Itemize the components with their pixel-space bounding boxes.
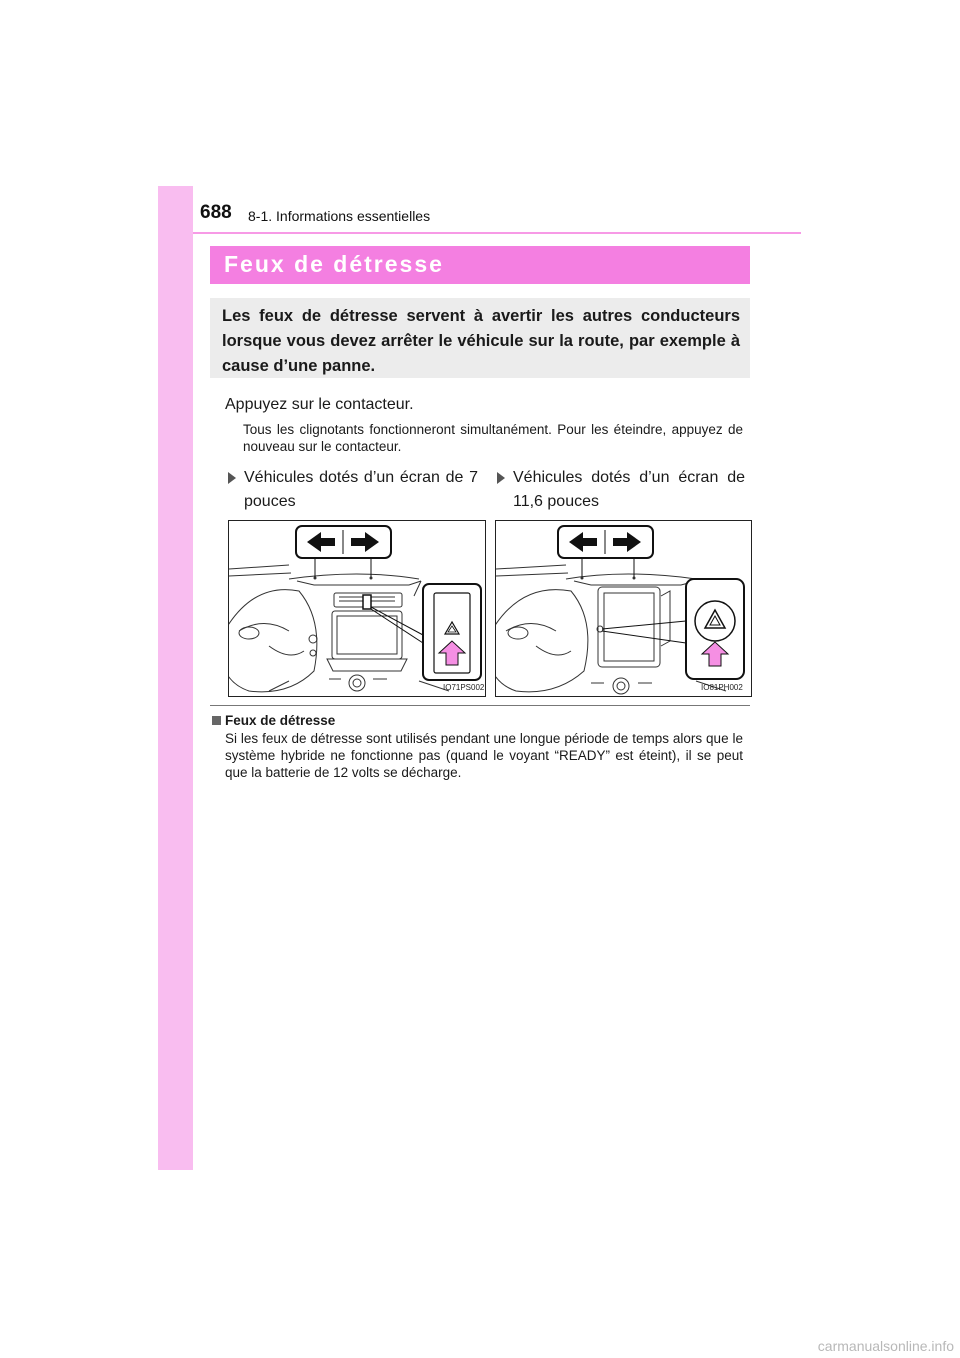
note-body: Si les feux de détresse sont utilisés pendant une longue période de temps alors que le système hybride ne fonctionne pas (quand le voyant “READY” est éteint), il se peut que la batterie de 12 volts se décharge. <box>225 731 743 780</box>
section-title-bar <box>210 246 750 284</box>
variant-11-inch <box>497 466 745 514</box>
note-heading <box>212 713 335 728</box>
figure-code-11-inch: IO81PH002 <box>701 683 743 692</box>
instruction-text: Appuyez sur le contacteur. <box>225 396 414 413</box>
instruction-detail: Tous les clignotants fonctionneront simultanément. Pour les éteindre, appuyez de nouveau sur le contacteur. <box>243 422 743 454</box>
intro-text: Les feux de détresse servent à avertir les autres conducteurs lorsque vous devez arrêter le véhicule sur la route, par exemple à cause d’une panne. <box>222 307 740 375</box>
chapter-sidebar-tab <box>158 186 193 1170</box>
figure-code-7-inch: IO71PS002 <box>443 683 485 692</box>
chapter-title: 8-1. Informations essentielles <box>248 208 431 224</box>
variant-7-inch-label: Véhicules dotés d’un écran de 7 pouces <box>244 469 478 510</box>
dashboard-illustration-11-inch <box>496 521 751 696</box>
variant-11-inch-label: Véhicules dotés d’un écran de 11,6 pouces <box>513 469 745 510</box>
intro-box <box>210 298 750 378</box>
variant-7-inch <box>228 466 478 514</box>
triangle-bullet-icon <box>497 472 505 484</box>
note-separator <box>210 705 750 706</box>
figure-7-inch-dashboard <box>228 520 486 697</box>
watermark: carmanualsonline.info <box>817 1338 954 1354</box>
square-bullet-icon <box>212 716 221 725</box>
triangle-bullet-icon <box>228 472 236 484</box>
header-rule <box>193 232 801 234</box>
page-number: 688 <box>200 202 232 223</box>
figure-11-inch-dashboard <box>495 520 752 697</box>
note-heading-text: Feux de détresse <box>225 713 336 728</box>
section-title: Feux de détresse <box>224 251 444 277</box>
dashboard-illustration-7-inch <box>229 521 485 696</box>
